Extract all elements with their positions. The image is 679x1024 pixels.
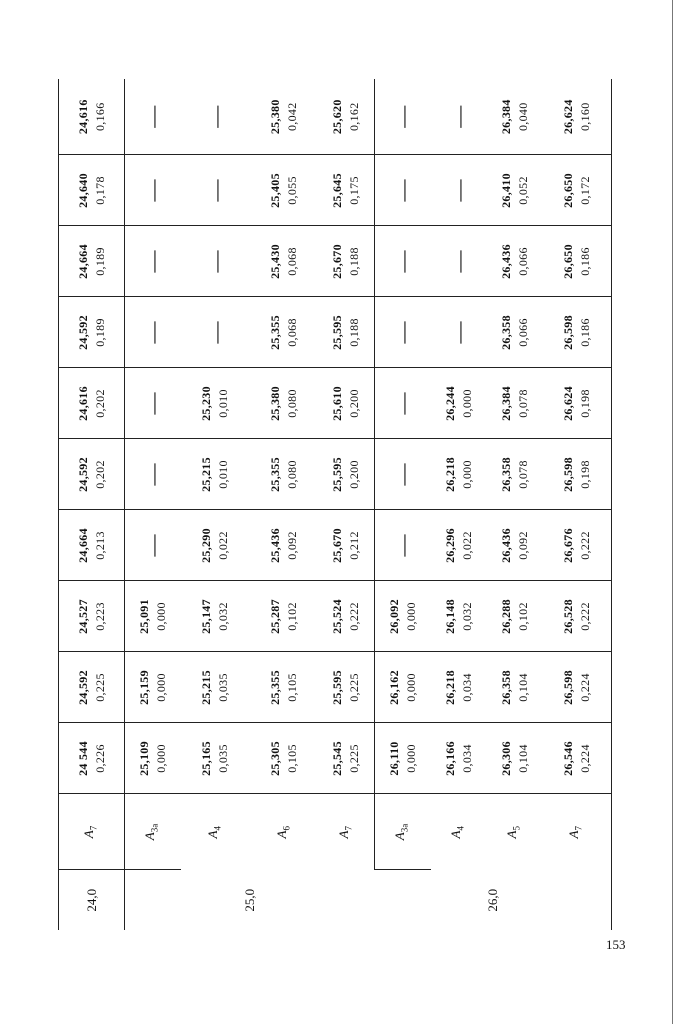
value-top: 24 544: [75, 741, 90, 776]
value-top: 25,215: [199, 670, 213, 705]
empty-dash-cell: —: [125, 510, 181, 581]
value-bottom: 0,186: [577, 318, 592, 347]
value-cell: [487, 439, 543, 510]
data-table: [58, 79, 612, 930]
value-top: 25,524: [330, 599, 345, 634]
value-top: 24,592: [75, 457, 90, 492]
value-top: 26,676: [560, 528, 575, 563]
value-cell: [431, 581, 487, 652]
value-bottom: 0,040: [515, 102, 530, 131]
empty-dash-cell: —: [181, 226, 250, 297]
value-top: 25,355: [268, 457, 282, 492]
row-label-cell: [543, 794, 612, 870]
empty-dash-cell: —: [125, 439, 181, 510]
value-cell: [375, 723, 431, 794]
value-top: 25,670: [330, 528, 345, 563]
value-cell: [543, 297, 612, 368]
value-top: 25,109: [136, 741, 151, 776]
value-top: 26,624: [560, 386, 575, 421]
value-cell: [181, 510, 250, 581]
value-cell: [250, 297, 319, 368]
value-bottom: 0,052: [515, 176, 530, 205]
value-cell: [543, 652, 612, 723]
value-bottom: 0,225: [347, 673, 362, 702]
value-bottom: 0,034: [459, 673, 474, 702]
value-top: 26,288: [498, 599, 513, 634]
value-cell: [250, 652, 319, 723]
value-bottom: 0,000: [403, 744, 418, 773]
value-top: 26,528: [560, 599, 575, 634]
value-top: 26,296: [442, 528, 457, 563]
value-cell: [431, 510, 487, 581]
table-row: [59, 79, 125, 930]
empty-dash-cell: —: [375, 79, 431, 155]
value-top: 25,147: [199, 599, 213, 634]
value-bottom: 0,055: [285, 176, 299, 205]
empty-dash-cell: —: [375, 226, 431, 297]
value-top: 26,598: [560, 457, 575, 492]
value-bottom: 0,224: [577, 673, 592, 702]
group-value-cell: 24,0: [59, 870, 125, 930]
empty-dash-cell: —: [431, 155, 487, 226]
value-top: 26,358: [498, 457, 513, 492]
value-top: 25,436: [268, 528, 282, 563]
value-bottom: 0,198: [577, 389, 592, 418]
group-value-cell: 26,0: [485, 888, 501, 912]
value-top: 25,290: [199, 528, 213, 563]
value-bottom: 0,200: [347, 389, 362, 418]
value-top: 24,616: [75, 386, 90, 421]
value-top: 25,610: [330, 386, 345, 421]
row-label-letter: A: [204, 830, 220, 839]
value-bottom: 0,000: [459, 460, 474, 489]
value-top: 25,595: [330, 670, 345, 705]
value-top: 24,616: [75, 99, 90, 135]
value-cell: [59, 79, 125, 155]
value-bottom: 0,160: [577, 102, 592, 131]
empty-dash-cell: —: [125, 79, 181, 155]
row-label-subscript: 7: [574, 826, 585, 831]
row-label-cell: [59, 794, 125, 870]
empty-dash-cell: —: [375, 368, 431, 439]
value-bottom: 0,000: [459, 389, 474, 418]
value-cell: [250, 723, 319, 794]
value-bottom: 0,213: [92, 531, 107, 560]
value-cell: [250, 79, 319, 155]
value-top: 25,215: [199, 457, 213, 492]
empty-dash-cell: —: [181, 79, 250, 155]
value-bottom: 0,068: [285, 247, 299, 276]
value-bottom: 0,032: [459, 602, 474, 631]
value-top: 25,355: [268, 315, 282, 350]
value-bottom: 0,042: [285, 102, 299, 131]
value-cell: [125, 723, 181, 794]
row-label-letter: A: [392, 832, 408, 841]
row-label-cell: [431, 794, 487, 870]
value-cell: [487, 226, 543, 297]
value-bottom: 0,092: [515, 531, 530, 560]
value-top: 24,527: [75, 599, 90, 634]
value-bottom: 0,188: [347, 318, 362, 347]
value-bottom: 0,188: [347, 247, 362, 276]
value-cell: [319, 79, 375, 155]
value-cell: [319, 226, 375, 297]
value-top: 26,148: [442, 599, 457, 634]
value-top: 25,305: [268, 741, 282, 776]
value-top: 24,592: [75, 315, 90, 350]
value-top: 24,640: [75, 173, 90, 208]
empty-dash-cell: —: [125, 297, 181, 368]
value-bottom: 0,222: [347, 602, 362, 631]
value-cell: [487, 155, 543, 226]
value-top: 26,110: [386, 741, 401, 776]
value-cell: [543, 510, 612, 581]
empty-dash-cell: —: [125, 155, 181, 226]
value-bottom: 0,102: [285, 602, 299, 631]
value-cell: [487, 652, 543, 723]
value-cell: [319, 368, 375, 439]
value-bottom: 0,202: [92, 460, 107, 489]
value-bottom: 0,000: [153, 602, 168, 631]
page-edge-line: [672, 0, 673, 1024]
value-top: 26,436: [498, 528, 513, 563]
value-bottom: 0,223: [92, 602, 107, 631]
value-cell: [250, 368, 319, 439]
value-bottom: 0,010: [216, 460, 230, 489]
value-top: 26,162: [386, 670, 401, 705]
value-bottom: 0,105: [285, 744, 299, 773]
value-cell: [181, 723, 250, 794]
value-cell: [431, 723, 487, 794]
value-top: 26,306: [498, 741, 513, 776]
value-top: 26,650: [560, 173, 575, 208]
table-row: [319, 79, 375, 930]
row-label-cell: [319, 794, 375, 870]
row-label-subscript: 3a: [400, 823, 411, 833]
value-bottom: 0,166: [92, 102, 107, 131]
value-top: 26,436: [498, 244, 513, 279]
value-top: 24,664: [75, 528, 90, 563]
value-cell: [125, 652, 181, 723]
value-bottom: 0,189: [92, 247, 107, 276]
row-label-subscript: 6: [281, 826, 292, 831]
empty-dash-cell: —: [375, 155, 431, 226]
value-cell: [319, 581, 375, 652]
empty-dash-cell: —: [431, 79, 487, 155]
value-top: 24,664: [75, 244, 90, 279]
value-bottom: 0,224: [577, 744, 592, 773]
value-cell: [59, 368, 125, 439]
table-row: [181, 79, 250, 930]
value-bottom: 0,226: [92, 744, 107, 773]
value-cell: [181, 368, 250, 439]
value-bottom: 0,172: [577, 176, 592, 205]
value-bottom: 0,080: [285, 460, 299, 489]
value-cell: [375, 652, 431, 723]
value-cell: [319, 723, 375, 794]
row-label-letter: A: [504, 830, 520, 839]
table-row: [250, 79, 319, 930]
row-label-cell: [125, 794, 181, 870]
value-cell: [543, 155, 612, 226]
value-cell: [543, 581, 612, 652]
value-top: 24,592: [75, 670, 90, 705]
value-cell: [431, 368, 487, 439]
value-top: 26,598: [560, 670, 575, 705]
value-cell: [543, 226, 612, 297]
value-cell: [487, 510, 543, 581]
group-value-cell: 25,0: [242, 888, 258, 912]
value-top: 25,159: [136, 670, 151, 705]
value-cell: [319, 297, 375, 368]
value-top: 26,546: [560, 741, 575, 776]
value-bottom: 0,000: [403, 673, 418, 702]
value-cell: [487, 79, 543, 155]
value-top: 26,410: [498, 173, 513, 208]
value-bottom: 0,034: [459, 744, 474, 773]
empty-dash-cell: —: [375, 439, 431, 510]
value-top: 25,405: [268, 173, 282, 208]
empty-dash-cell: —: [375, 297, 431, 368]
value-cell: [59, 226, 125, 297]
value-top: 26,166: [442, 741, 457, 776]
value-cell: [431, 439, 487, 510]
value-cell: [59, 297, 125, 368]
value-bottom: 0,066: [515, 247, 530, 276]
row-label-letter: A: [335, 830, 351, 839]
value-bottom: 0,178: [92, 176, 107, 205]
empty-dash-cell: —: [125, 368, 181, 439]
value-bottom: 0,104: [515, 744, 530, 773]
value-bottom: 0,000: [403, 602, 418, 631]
value-top: 25,165: [199, 741, 213, 776]
value-bottom: 0,035: [216, 744, 230, 773]
empty-dash-cell: —: [181, 155, 250, 226]
value-top: 25,645: [330, 173, 345, 208]
value-bottom: 0,022: [216, 531, 230, 560]
value-cell: [181, 581, 250, 652]
value-cell: [250, 439, 319, 510]
value-top: 25,230: [199, 386, 213, 421]
row-label-letter: A: [142, 832, 158, 841]
value-top: 26,218: [442, 457, 457, 492]
value-cell: [375, 581, 431, 652]
empty-dash-cell: —: [375, 510, 431, 581]
row-label-subscript: 5: [511, 826, 522, 831]
value-bottom: 0,022: [459, 531, 474, 560]
value-cell: [250, 155, 319, 226]
value-bottom: 0,186: [577, 247, 592, 276]
value-bottom: 0,102: [515, 602, 530, 631]
value-cell: [319, 439, 375, 510]
value-bottom: 0,175: [347, 176, 362, 205]
value-top: 25,595: [330, 457, 345, 492]
row-label-letter: A: [81, 830, 97, 839]
value-bottom: 0,200: [347, 460, 362, 489]
value-cell: [59, 723, 125, 794]
value-cell: [487, 581, 543, 652]
value-top: 26,358: [498, 315, 513, 350]
row-label-cell: [375, 794, 431, 870]
value-cell: [250, 226, 319, 297]
value-bottom: 0,080: [285, 389, 299, 418]
value-bottom: 0,222: [577, 531, 592, 560]
value-cell: [543, 79, 612, 155]
value-top: 26,244: [442, 386, 457, 421]
value-cell: [319, 652, 375, 723]
value-top: 26,624: [560, 99, 575, 135]
table-row: [543, 79, 612, 930]
value-top: 25,380: [268, 99, 282, 135]
empty-dash-cell: —: [431, 297, 487, 368]
value-bottom: 0,010: [216, 389, 230, 418]
value-cell: [250, 510, 319, 581]
value-bottom: 0,035: [216, 673, 230, 702]
value-cell: [487, 368, 543, 439]
value-top: 25,091: [136, 599, 151, 634]
value-top: 25,545: [330, 741, 345, 776]
value-top: 25,670: [330, 244, 345, 279]
value-cell: [487, 297, 543, 368]
value-cell: [59, 439, 125, 510]
row-label-cell: [250, 794, 319, 870]
value-cell: [543, 439, 612, 510]
value-cell: [431, 652, 487, 723]
rotated-table-wrapper: [58, 80, 611, 930]
empty-dash-cell: —: [181, 297, 250, 368]
row-label-subscript: 7: [88, 825, 99, 831]
value-cell: [319, 510, 375, 581]
value-cell: [125, 581, 181, 652]
value-cell: [181, 439, 250, 510]
row-label-subscript: 4: [455, 826, 466, 831]
value-bottom: 0,198: [577, 460, 592, 489]
table-row: [375, 79, 431, 930]
value-bottom: 0,092: [285, 531, 299, 560]
row-label-letter: A: [566, 830, 582, 839]
value-bottom: 0,068: [285, 318, 299, 347]
empty-dash-cell: —: [125, 226, 181, 297]
value-bottom: 0,078: [515, 389, 530, 418]
value-bottom: 0,189: [92, 318, 107, 347]
value-top: 26,650: [560, 244, 575, 279]
value-top: 25,355: [268, 670, 282, 705]
value-cell: [59, 155, 125, 226]
value-top: 25,595: [330, 315, 345, 350]
row-label-cell: [181, 794, 250, 870]
value-top: 26,218: [442, 670, 457, 705]
row-label-subscript: 4: [212, 826, 223, 831]
value-bottom: 0,202: [92, 389, 107, 418]
value-cell: [181, 652, 250, 723]
value-top: 25,620: [330, 99, 345, 135]
value-top: 25,380: [268, 386, 282, 421]
value-cell: [250, 581, 319, 652]
value-top: 25,430: [268, 244, 282, 279]
value-bottom: 0,066: [515, 318, 530, 347]
value-bottom: 0,225: [347, 744, 362, 773]
value-bottom: 0,032: [216, 602, 230, 631]
value-bottom: 0,212: [347, 531, 362, 560]
row-label-letter: A: [448, 830, 464, 839]
value-top: 26,598: [560, 315, 575, 350]
value-top: 26,092: [386, 599, 401, 634]
row-label-subscript: 7: [343, 826, 354, 831]
page-number: 153: [606, 937, 626, 952]
row-label-letter: A: [273, 830, 289, 839]
value-bottom: 0,162: [347, 102, 362, 131]
value-top: 26,384: [498, 386, 513, 421]
row-label-cell: [487, 794, 543, 870]
value-bottom: 0,104: [515, 673, 530, 702]
value-cell: [319, 155, 375, 226]
value-top: 26,384: [498, 99, 513, 135]
value-cell: [543, 723, 612, 794]
value-cell: [59, 652, 125, 723]
table-row: [487, 79, 543, 930]
value-bottom: 0,222: [577, 602, 592, 631]
value-cell: [543, 368, 612, 439]
empty-dash-cell: —: [431, 226, 487, 297]
value-cell: [487, 723, 543, 794]
value-top: 26,358: [498, 670, 513, 705]
value-bottom: 0,105: [285, 673, 299, 702]
value-bottom: 0,225: [92, 673, 107, 702]
value-top: 25,287: [268, 599, 282, 634]
value-bottom: 0,000: [153, 673, 168, 702]
row-label-subscript: 3a: [150, 823, 161, 833]
table-row: [431, 79, 487, 930]
table-row: [125, 79, 181, 930]
value-cell: [59, 510, 125, 581]
value-cell: [59, 581, 125, 652]
value-bottom: 0,078: [515, 460, 530, 489]
value-bottom: 0,000: [153, 744, 168, 773]
